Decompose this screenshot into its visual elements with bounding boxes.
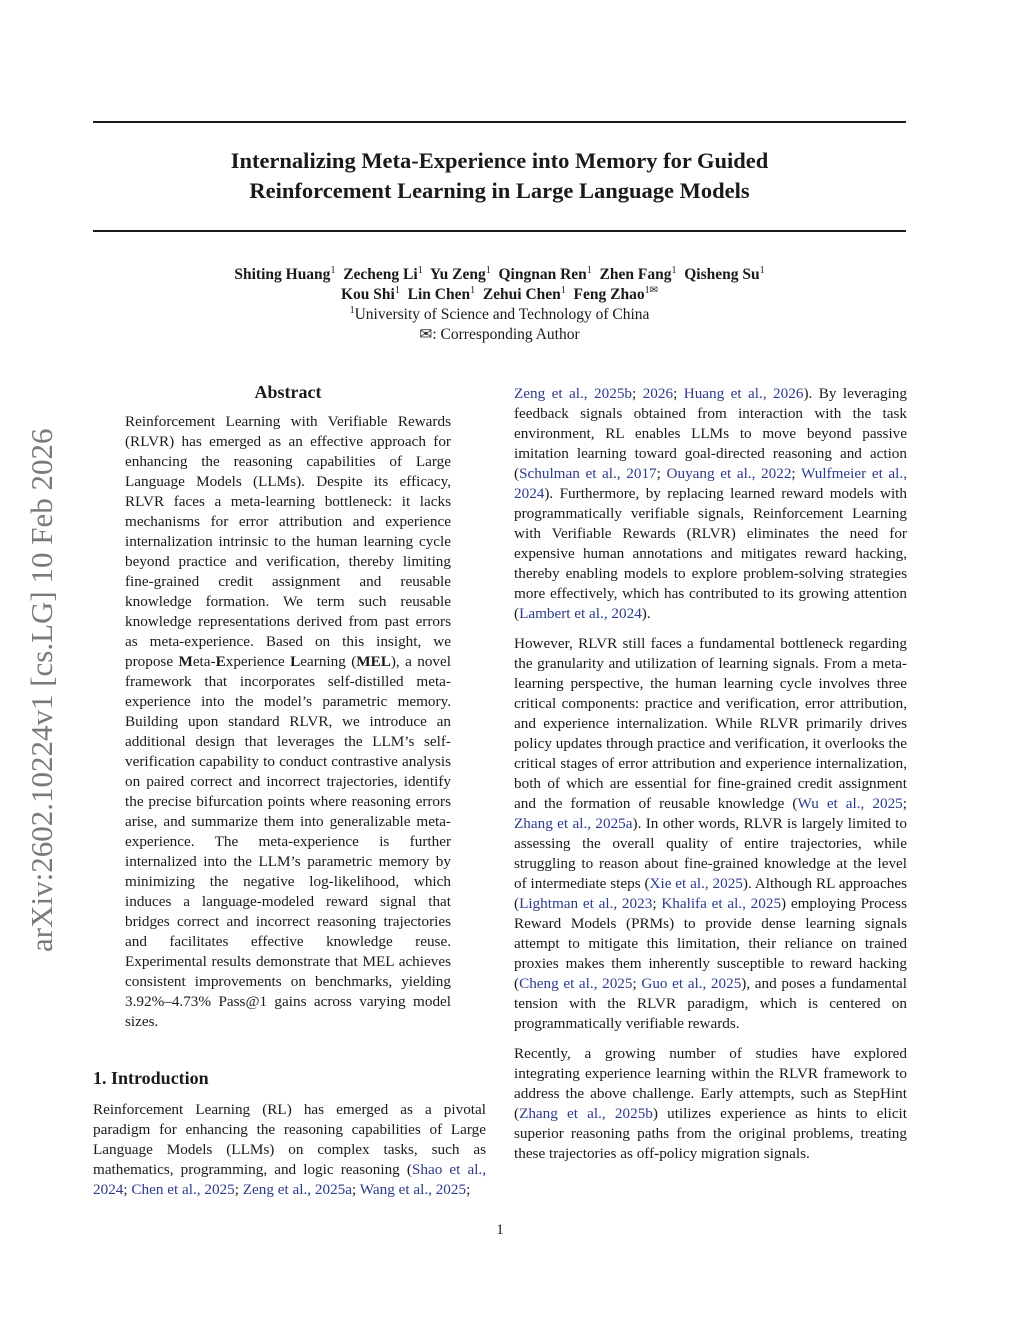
author-name: Shiting Huang [234,266,331,283]
affiliation-text: University of Science and Technology of China [354,306,650,323]
author-block [93,265,906,345]
intro-paragraph-3: Recently, a growing number of studies have explored integrating experience learning within the RLVR framework to address the above challenge. Early attempts, such as StepHint (Zhang et al., 2025b) utilizes experience as hints to elicit superior reasoning paths from the original problems, treating these trajectories as off-policy migration signals. [514,1045,907,1162]
citation-link[interactable]: Wulfmeier et al., 2024 [514,465,907,502]
author-name: Zecheng Li [343,266,418,283]
citation-link[interactable]: Lightman et al., 2023 [519,895,653,912]
corresponding-text: : Corresponding Author [432,326,580,343]
author-name: Kou Shi [341,286,395,303]
author-name: Zhen Fang [599,266,672,283]
citation-link[interactable]: Xie et al., 2025 [649,875,743,892]
author-name: Feng Zhao [573,286,645,303]
affiliation-mark: 1 [394,285,400,296]
title-line-2: Reinforcement Learning in Large Language Models [249,178,750,203]
citation-link[interactable]: Chen et al., 2025 [131,1181,235,1198]
affiliation-mark: 1 [560,285,566,296]
paper-title [93,146,906,206]
author-line-1 [93,265,906,285]
top-rule [93,121,906,123]
author-name: Yu Zeng [429,266,486,283]
citation-link[interactable]: Shao et al., 2024 [93,1161,487,1198]
citation-link[interactable]: Zeng et al., 2025b [514,385,633,402]
affiliation-mark: 1 [349,305,355,316]
section-heading: 1. Introduction [93,1068,209,1088]
page-number: 1 [496,1222,504,1238]
intro-paragraph-1-cont: Zeng et al., 2025b; 2026; Huang et al., 2026). By leveraging feedback signals obtained from interaction with the task environment, RL enables LLMs to move beyond passive imitation learning toward goal-directed reasoning and action (Schulman et al., 2017; Ouyang et al., 2022; Wulfmeier et al., 2024). Furthermore, by replacing learned reward models with programmatically verifiable signals, Reinforcement Learning with Verifiable Rewards (RLVR) eliminates the need for expensive human annotations and mitigates reward hacking, thereby enabling models to explore problem-solving strategies more effectively, which has contributed to its growing attention (Lambert et al., 2024). [514,385,907,622]
author-name: Zehui Chen [482,286,561,303]
envelope-icon: ✉ [649,285,658,296]
affiliation-mark: 1 [671,265,677,276]
citation-link[interactable]: Zeng et al., 2025a [242,1181,353,1198]
envelope-icon: ✉ [419,326,433,343]
affiliation-mark: 1 [485,265,491,276]
intro-paragraph-1-start: Reinforcement Learning (RL) has emerged as a pivotal paradigm for enhancing the reasoning capabilities of Large Language Models (LLMs) on complex tasks, such as mathematics, programming, and logic reasoning (Shao et al., 2024; Chen et al., 2025; Zeng et al., 2025a; Wang et al., 2025; [93,1101,487,1198]
intro-paragraph-2: However, RLVR still faces a fundamental bottleneck regarding the granularity and utilization of learning signals. From a meta-learning perspective, the human learning cycle involves three critical components: practice and verification, error attribution, and experience internalization. While RLVR primarily drives policy updates through practice and verification, it overlooks the critical stages of error attribution and experience internalization, both of which are essential for fine-grained credit assignment and the formation of reusable knowledge (Wu et al., 2025; Zhang et al., 2025a). In other words, RLVR is largely limited to assessing the overall quality of entire trajectories, while struggling to reason about fine-grained knowledge at the level of intermediate steps (Xie et al., 2025). Although RL approaches (Lightman et al., 2023; Khalifa et al., 2025) employing Process Reward Models (PRMs) to provide dense learning signals attempt to mitigate this limitation, their reliance on trained proxies makes them inherently susceptible to reward hacking (Cheng et al., 2025; Guo et al., 2025), and poses a fundamental tension with the RLVR paradigm, which is centered on programmatically verifiable rewards. [514,635,907,1032]
title-line-1: Internalizing Meta-Experience into Memory for Guided [230,148,769,173]
corresponding-line [93,325,906,345]
citation-link[interactable]: Lambert et al., 2024 [519,605,642,622]
citation-link[interactable]: Huang et al., 2026 [683,385,804,402]
affiliation-mark: 1 [759,265,765,276]
abstract-heading: Abstract [254,382,322,402]
affiliation-mark: 1✉ [644,285,658,296]
citation-link[interactable]: Guo et al., 2025 [641,975,742,992]
abstract-text: Reinforcement Learning with Verifiable Rewards (RLVR) has emerged as an effective approach for enhancing the reasoning capabilities of Large Language Models (LLMs). Despite its efficacy, RLVR faces a meta-learning bottleneck: it lacks mechanisms for error attribution and experience internalization intrinsic to the human learning cycle beyond practice and verification, thereby limiting fine-grained credit assignment and reusable knowledge formation. We term such reusable knowledge representations derived from past errors as meta-experience. Based on this insight, we propose Meta-Experience Learning (MEL), a novel framework that incorporates self-distilled meta-experience into the model’s parametric memory. Building upon standard RLVR, we introduce an additional design that leverages the LLM’s self-verification capability to conduct contrastive analysis on paired correct and incorrect trajectories, identify the precise bifurcation points where reasoning errors arise, and summarize them into generalizable meta-experience. The meta-experience is further internalized into the LLM’s parametric memory by minimizing the negative log-likelihood, which induces a language-modeled reward signal that bridges correct and incorrect reasoning trajectories and facilitates effective knowledge reuse. Experimental results demonstrate that MEL achieves consistent improvements on benchmarks, yielding 3.92%–4.73% Pass@1 gains across varying model sizes. [125,413,451,1030]
affiliation-mark: 1 [470,285,476,296]
citation-link[interactable]: Wu et al., 2025 [797,795,903,812]
bottom-title-rule [93,230,906,232]
citation-link[interactable]: Zhang et al., 2025b [519,1105,653,1122]
author-name: Qingnan Ren [498,266,587,283]
affiliation-line [93,305,906,325]
author-name: Lin Chen [407,286,471,303]
right-column [514,384,907,1164]
introduction-section [93,1066,486,1200]
citation-link[interactable]: Schulman et al., 2017 [519,465,657,482]
affiliation-mark: 1 [330,265,336,276]
citation-link[interactable]: Cheng et al., 2025 [519,975,633,992]
affiliation-mark: 1 [417,265,423,276]
arxiv-sidebar-stamp: arXiv:2602.10224v1 [cs.LG] 10 Feb 2026 [24,428,59,952]
citation-link[interactable]: 2026 [642,385,674,402]
citation-link[interactable]: Ouyang et al., 2022 [666,465,792,482]
citation-link[interactable]: Wang et al., 2025 [359,1181,467,1198]
citation-link[interactable]: Zhang et al., 2025a [514,815,633,832]
citation-link[interactable]: Khalifa et al., 2025 [661,895,782,912]
author-line-2 [93,285,906,305]
affiliation-mark: 1 [586,265,592,276]
author-name: Qisheng Su [684,266,760,283]
mel-abbreviation: MEL [356,653,391,670]
abstract-section [125,380,451,1032]
